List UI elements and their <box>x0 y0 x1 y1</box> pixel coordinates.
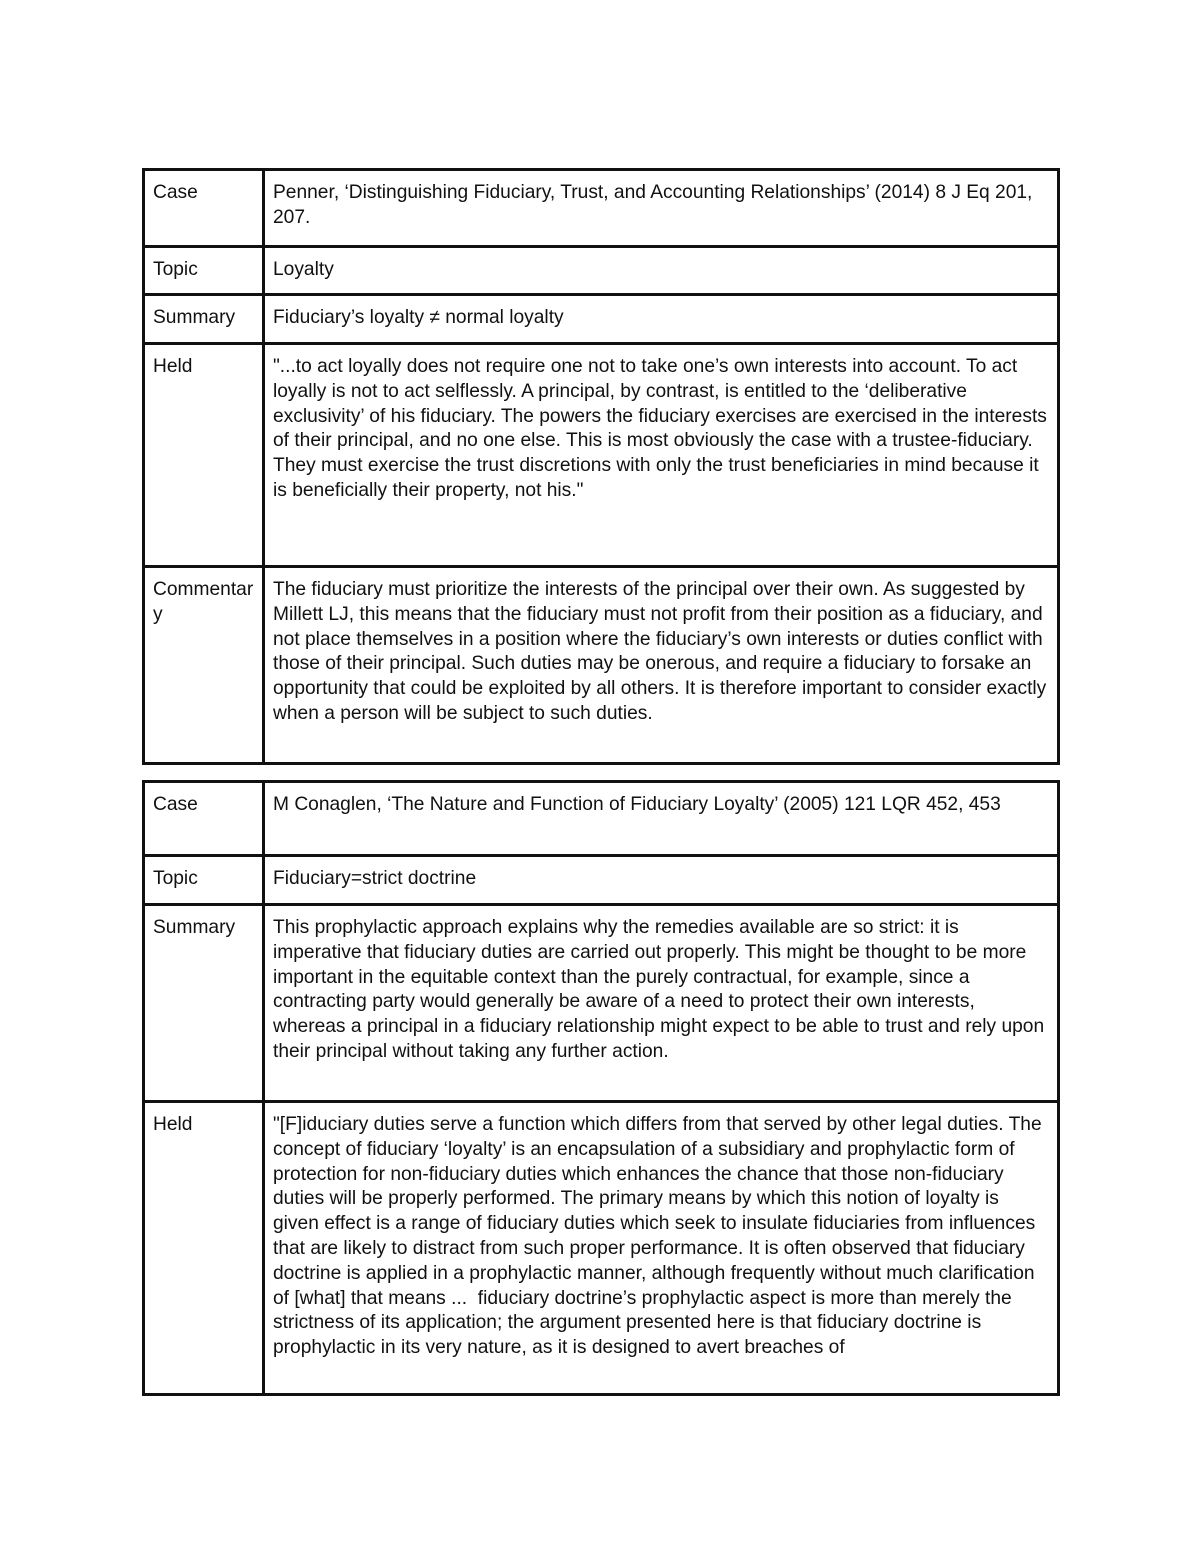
row-value: "[F]iduciary duties serve a function which differs from that served by other legal duties. The concept of fiduciary ‘loyalty’ is an encapsulation of a subsidiary and prophylactic form of protection for non-fiduciary duties which enhances the chance that those non-fiduciary duties will be properly performed. The primary means by which this notion of loyalty is given effect is a range of fiduciary duties which seek to insulate fiduciaries from influences that are likely to distract from such proper performance. It is often observed that fiduciary doctrine is applied in a prophylactic manner, although frequently without much clarification of [what] that means ... fiduciary doctrine’s prophylactic aspect is more than merely the strictness of its application; the argument presented here is that fiduciary doctrine is prophylactic in its very nature, as it is designed to avert breaches of <box>264 1102 1059 1395</box>
row-label: Summary <box>144 905 264 1102</box>
row-value: Fiduciary’s loyalty ≠ normal loyalty <box>264 295 1059 344</box>
row-label: Summary <box>144 295 264 344</box>
row-label: Case <box>144 170 264 247</box>
row-value: "...to act loyally does not require one not to take one’s own interests into account. To act loyally is not to act selflessly. A principal, by contrast, is entitled to the ‘deliberative exclusivity’ of his fiduciary. The powers the fiduciary exercises are exercised in the interests of their principal, and no one else. This is most obviously the case with a trustee-fiduciary. They must exercise the trust discretions with only the trust beneficiaries in mind because it is beneficially their property, not his." <box>264 344 1059 567</box>
table-row-held <box>144 1102 1059 1395</box>
row-value: Fiduciary=strict doctrine <box>264 856 1059 905</box>
table-row-case <box>144 170 1059 247</box>
row-value: This prophylactic approach explains why the remedies available are so strict: it is imperative that fiduciary duties are carried out properly. This might be thought to be more important in the equitable context than the purely contractual, for example, since a contracting party would generally be aware of a need to protect their own interests, whereas a principal in a fiduciary relationship might expect to be able to trust and rely upon their principal without taking any further action. <box>264 905 1059 1102</box>
case-table-penner <box>142 168 1060 765</box>
case-table-conaglen <box>142 780 1060 1396</box>
row-value: The fiduciary must prioritize the interests of the principal over their own. As suggested by Millett LJ, this means that the fiduciary must not profit from their position as a fiduciary, and not place themselves in a position where the fiduciary’s own interests or duties conflict with those of their principal. Such duties may be onerous, and require a fiduciary to forsake an opportunity that could be exploited by all others. It is therefore important to consider exactly when a person will be subject to such duties. <box>264 567 1059 764</box>
row-value: Loyalty <box>264 247 1059 295</box>
row-label: Topic <box>144 856 264 905</box>
table-row-topic <box>144 247 1059 295</box>
table-row-case <box>144 782 1059 856</box>
row-label: Case <box>144 782 264 856</box>
row-label: Commentary <box>144 567 264 764</box>
table-row-held <box>144 344 1059 567</box>
table-row-topic <box>144 856 1059 905</box>
table-row-summary <box>144 905 1059 1102</box>
row-value: M Conaglen, ‘The Nature and Function of Fiduciary Loyalty’ (2005) 121 LQR 452, 453 <box>264 782 1059 856</box>
row-value: Penner, ‘Distinguishing Fiduciary, Trust, and Accounting Relationships’ (2014) 8 J Eq 201, 207. <box>264 170 1059 247</box>
row-label: Held <box>144 1102 264 1395</box>
row-label: Topic <box>144 247 264 295</box>
table-row-commentary <box>144 567 1059 764</box>
row-label: Held <box>144 344 264 567</box>
table-row-summary <box>144 295 1059 344</box>
